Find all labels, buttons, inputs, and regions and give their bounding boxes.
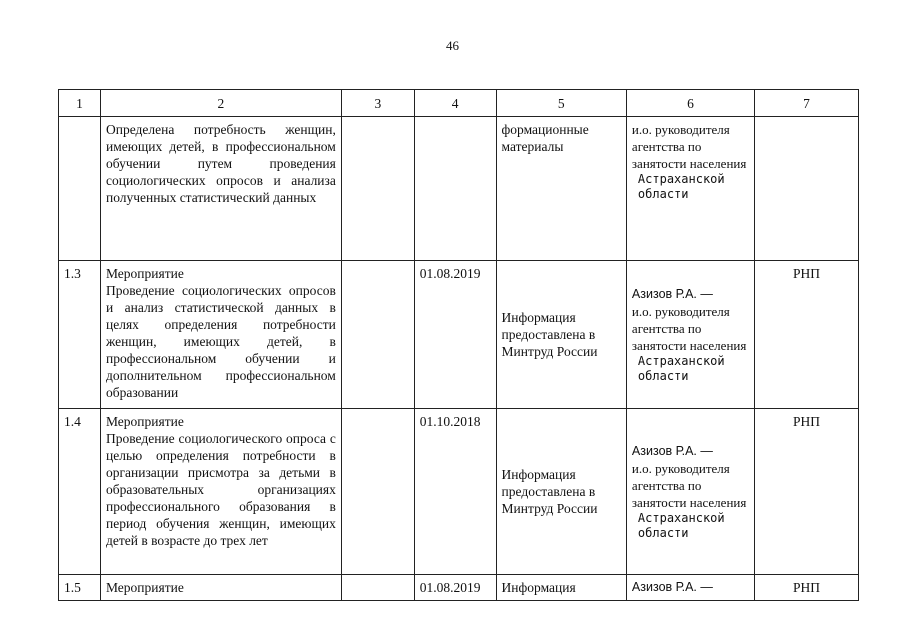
table-row xyxy=(59,261,859,409)
column-header-6: 6 xyxy=(626,90,754,117)
row-number: 1.3 xyxy=(59,261,101,409)
measure-description: Определена потребность женщин, имеющих детей, в профессиональном обучении путем проведения социологических опросов и анализа полученных статистический данных xyxy=(105,122,336,205)
plan-table xyxy=(58,89,859,601)
measure-description-cell xyxy=(100,117,341,261)
responsible-role: и.о. руководителя агентства по занятости населения xyxy=(631,122,747,171)
column-header-2: 2 xyxy=(100,90,341,117)
column-header-3: 3 xyxy=(341,90,414,117)
responsible-region: Астраханской области xyxy=(637,353,725,383)
organization-code: РНП xyxy=(755,261,859,409)
measure-title: Мероприятие xyxy=(105,414,184,429)
measure-title: Мероприятие xyxy=(105,266,184,281)
measure-description: Проведение социологического опроса с целью определения потребности в организации присмотра за детьми в образовательных организациях профессионального образования в период обучения женщин, имеющих детей в возрасте до трех лет xyxy=(105,431,336,548)
col3-cell xyxy=(341,575,414,601)
column-header-5: 5 xyxy=(496,90,626,117)
responsible-name: Азизов Р.А. — xyxy=(631,580,713,594)
measure-description-cell xyxy=(100,261,341,409)
col3-cell xyxy=(341,261,414,409)
table-row xyxy=(59,575,859,601)
measure-description: Проведение социологических опросов и анализ статистической данных в целях определения потребности женщин, имеющих детей, в профессиональном обучении и дополнительном профессиональном образовании xyxy=(105,283,336,400)
responsible-role: и.о. руководителя агентства по занятости населения xyxy=(631,460,747,510)
deadline-date: 01.10.2018 xyxy=(414,409,496,575)
organization-code: РНП xyxy=(755,409,859,575)
row-number: 1.5 xyxy=(59,575,101,601)
result-type: формационные материалы xyxy=(496,117,626,261)
responsible-cell xyxy=(626,117,754,261)
result-type: Информация предоставлена в Минтруд России xyxy=(496,261,626,409)
page-number: 46 xyxy=(446,38,459,53)
table-row xyxy=(59,409,859,575)
measure-description-cell xyxy=(100,409,341,575)
responsible-cell xyxy=(626,261,754,409)
responsible-cell xyxy=(626,409,754,575)
table-row xyxy=(59,117,859,261)
header-row xyxy=(59,90,859,117)
column-header-4: 4 xyxy=(414,90,496,117)
row-number: 1.4 xyxy=(59,409,101,575)
measure-title: Мероприятие xyxy=(105,580,184,595)
col3-cell xyxy=(341,409,414,575)
column-header-1: 1 xyxy=(59,90,101,117)
responsible-region: Астраханской области xyxy=(637,172,725,201)
result-type: Информация предоставлена в Минтруд России xyxy=(496,409,626,575)
measure-description-cell xyxy=(100,575,341,601)
row-number xyxy=(59,117,101,261)
deadline-date: 01.08.2019 xyxy=(414,575,496,601)
responsible-cell xyxy=(626,575,754,601)
result-type: Информация xyxy=(496,575,626,601)
responsible-role: и.о. руководителя агентства по занятости населения xyxy=(631,303,747,353)
responsible-region: Астраханской области xyxy=(637,510,725,540)
responsible-name: Азизов Р.А. — xyxy=(631,443,713,458)
organization-code xyxy=(755,117,859,261)
organization-code: РНП xyxy=(755,575,859,601)
column-header-7: 7 xyxy=(755,90,859,117)
col3-cell xyxy=(341,117,414,261)
responsible-name: Азизов Р.А. — xyxy=(631,286,713,301)
deadline-date: 01.08.2019 xyxy=(414,261,496,409)
deadline-date xyxy=(414,117,496,261)
